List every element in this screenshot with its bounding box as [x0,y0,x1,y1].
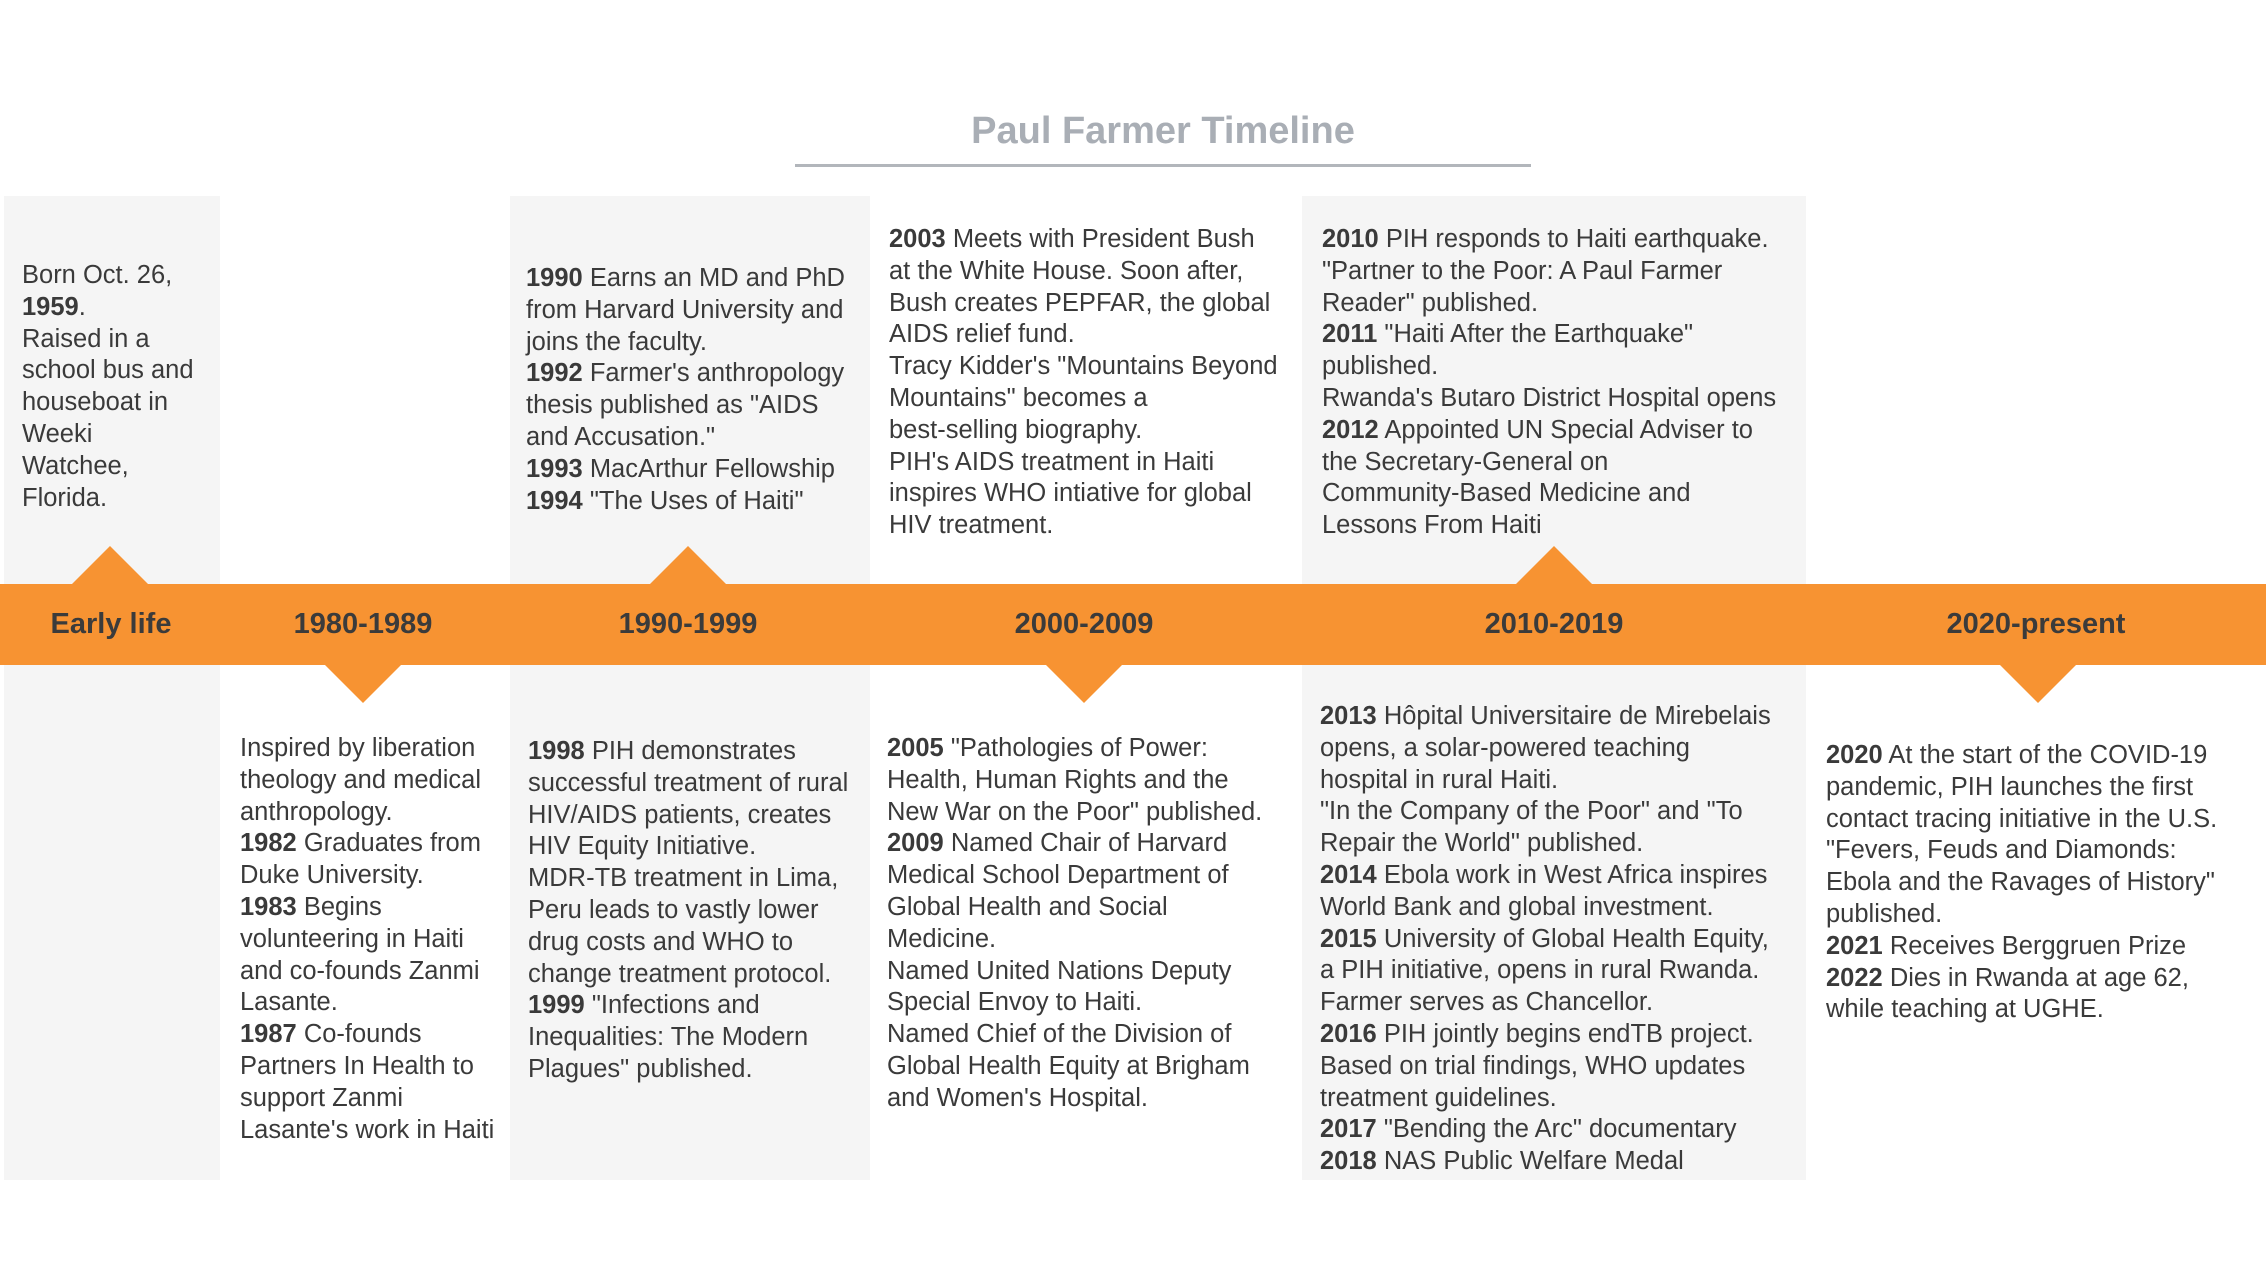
year-label: 1982 [240,829,297,858]
timeline-line: Global Health Equity at Brigham [887,1051,1250,1080]
event-text: MacArthur Fellowship [582,454,835,483]
timeline-line [1322,415,1776,447]
2000s-top-text [889,224,1278,542]
timeline-line [526,358,845,390]
timeline-line [887,733,1262,765]
timeline-line: Plagues" published. [528,1054,753,1083]
timeline-line [1320,1146,1771,1178]
timeline-line: volunteering in Haiti [240,924,464,953]
period-2000s: 2000-2009 [1014,608,1154,640]
1980s-text [240,733,494,1146]
early-life-text [22,260,194,514]
timeline-line: "In the Company of the Poor" and "To [1320,797,1743,826]
event-text: Graduates from [296,829,481,858]
year-label: 2005 [887,734,944,762]
year-label: 2018 [1320,1147,1377,1176]
timeline-line [240,1019,494,1051]
timeline-line [1322,224,1776,256]
event-text: NAS Public Welfare Medal [1376,1147,1684,1176]
timeline-line: Global Health and Social [887,892,1168,921]
timeline-line: "Partner to the Poor: A Paul Farmer [1322,256,1723,285]
timeline-line: Bush creates PEPFAR, the global [889,288,1271,317]
timeline-line: while teaching at UGHE. [1826,995,2104,1024]
timeline-line: Ebola and the Ravages of History" [1826,868,2215,897]
timeline-line: Health, Human Rights and the [887,765,1229,794]
period-2010s: 2010-2019 [1484,608,1624,640]
timeline-line: joins the faculty. [526,327,707,356]
event-text: Appointed UN Special Adviser to [1378,415,1753,444]
timeline-line: drug costs and WHO to [528,927,794,956]
2010s-top-text [1322,224,1776,542]
event-text: Earns an MD and PhD [582,264,845,292]
event-text: Co-founds [296,1020,422,1049]
event-text: Named Chair of Harvard [943,829,1228,858]
timeline-line [1320,701,1771,733]
timeline-line: Based on trial findings, WHO updates [1320,1051,1746,1080]
timeline-line [528,736,848,768]
period-1990s: 1990-1999 [618,608,758,640]
timeline-line: change treatment protocol. [528,959,832,988]
timeline-line: hospital in rural Haiti. [1320,765,1559,794]
timeline-line [1320,924,1771,956]
pointer-down-1980s [325,665,401,703]
timeline-line: the Secretary-General on [1322,447,1609,476]
timeline-line: best-selling biography. [889,415,1143,444]
event-text: At the start of the COVID-19 [1882,741,2208,769]
year-label: 1983 [240,892,297,921]
2010s-bottom-text [1320,701,1771,1178]
year-label: 2015 [1320,924,1377,953]
year-label: 2011 [1322,320,1378,349]
timeline-line: Weeki [22,419,93,448]
event-text: "Infections and [584,991,760,1020]
timeline-line [526,454,845,486]
timeline-line [1322,319,1776,351]
timeline-line [887,828,1262,860]
timeline-line: HIV treatment. [889,511,1054,540]
timeline-line [526,263,845,295]
timeline-line: Peru leads to vastly lower [528,895,819,924]
event-text: Meets with President Bush [945,225,1255,253]
timeline-line: Born Oct. 26, [22,261,173,289]
year-label: 2014 [1320,860,1377,889]
timeline-line [1826,963,2217,995]
timeline-line: Lasante. [240,988,338,1017]
event-text: Receives Berggruen Prize [1882,931,2187,960]
timeline-line [1320,1114,1771,1146]
timeline-line: and Women's Hospital. [887,1083,1148,1112]
timeline-line: Repair the World" published. [1320,829,1644,858]
1990s-top-text [526,263,845,517]
timeline-line: contact tracing initiative in the U.S. [1826,804,2218,833]
timeline-line: at the White House. Soon after, [889,256,1244,285]
timeline-line [1320,1019,1771,1051]
year-label: 2021 [1826,931,1883,960]
timeline-line: World Bank and global investment. [1320,892,1714,921]
event-text: Ebola work in West Africa inspires [1376,860,1768,889]
timeline-line [1320,860,1771,892]
pointer-down-2000s [1046,665,1122,703]
timeline-line: "Fevers, Feuds and Diamonds: [1826,836,2177,865]
pointer-up-2010s [1516,546,1592,584]
timeline-line: and co-founds Zanmi [240,956,480,985]
timeline-line: PIH's AIDS treatment in Haiti [889,447,1215,476]
timeline-line: Watchee, [22,451,129,480]
timeline-line: opens, a solar-powered teaching [1320,733,1690,762]
timeline-line: published. [1322,352,1439,381]
timeline-line: HIV Equity Initiative. [528,832,757,861]
event-text: "Pathologies of Power: [943,734,1208,762]
timeline-line: treatment guidelines. [1320,1083,1557,1112]
timeline-line: Named United Nations Deputy [887,956,1232,985]
timeline-line: thesis published as "AIDS [526,391,819,420]
timeline-line: Inequalities: The Modern [528,1023,809,1052]
timeline-line: Farmer serves as Chancellor. [1320,988,1654,1017]
timeline-line: houseboat in [22,388,169,417]
timeline-line: AIDS relief fund. [889,320,1075,349]
year-label: 1999 [528,991,585,1020]
event-text: PIH responds to Haiti earthquake. [1378,225,1769,253]
timeline-line: theology and medical [240,765,481,794]
timeline-line: New War on the Poor" published. [887,797,1263,826]
timeline-line: Tracy Kidder's "Mountains Beyond [889,352,1278,381]
event-text: Farmer's anthropology [582,359,845,388]
timeline-line: school bus and [22,356,194,385]
timeline-line: Inspired by liberation [240,734,476,762]
event-text: "Haiti After the Earthquake" [1377,320,1694,349]
timeline-line [889,224,1278,256]
timeline-line: Raised in a [22,324,150,353]
year-label: 2022 [1826,963,1883,992]
timeline-line [240,892,494,924]
event-text: Dies in Rwanda at age 62, [1882,963,2189,992]
year-label: 2016 [1320,1019,1377,1048]
period-1980s: 1980-1989 [293,608,433,640]
year-label: 2003 [889,225,946,253]
year-label: 2010 [1322,225,1379,253]
timeline-line: and Accusation." [526,422,716,451]
timeline-line [1826,931,2217,963]
timeline-line: published. [1826,899,1943,928]
year-label: 1959 [22,292,79,321]
period-present: 2020-present [1946,608,2126,640]
event-text: "The Uses of Haiti" [582,486,804,515]
event-text: "Bending the Arc" documentary [1376,1115,1737,1144]
year-label: 2012 [1322,415,1379,444]
timeline-line: from Harvard University and [526,295,844,324]
pointer-down-present [2000,665,2076,703]
year-label: 1994 [526,486,583,515]
year-label: 2017 [1320,1115,1377,1144]
timeline-line: Medicine. [887,924,997,953]
timeline-line: inspires WHO intiative for global [889,479,1252,508]
timeline-line: Duke University. [240,861,424,890]
timeline-line [240,828,494,860]
year-label: 1987 [240,1020,297,1049]
pointer-up-early-life [72,546,148,584]
timeline-line: successful treatment of rural [528,768,849,797]
timeline-line: Rwanda's Butaro District Hospital opens [1322,383,1777,412]
timeline-line: Reader" published. [1322,288,1539,317]
timeline-line: Partners In Health to [240,1051,474,1080]
timeline-line: Mountains" becomes a [889,383,1148,412]
timeline-line [526,486,845,518]
year-label: 1992 [526,359,583,388]
timeline-line [22,292,194,324]
timeline-line: support Zanmi [240,1083,403,1112]
title-underline [795,164,1531,167]
year-label: 2009 [887,829,944,858]
timeline-line: Florida. [22,483,108,512]
event-text: Hôpital Universitaire de Mirebelais [1376,702,1771,730]
event-text: Begins [296,892,382,921]
timeline-line: Named Chief of the Division of [887,1020,1232,1049]
timeline-line [1826,740,2217,772]
timeline-line: MDR-TB treatment in Lima, [528,864,839,893]
timeline-line: Community-Based Medicine and [1322,479,1691,508]
timeline-line: HIV/AIDS patients, creates [528,800,832,829]
timeline-line: Special Envoy to Haiti. [887,988,1143,1017]
1990s-bottom-text [528,736,848,1086]
timeline-line: Lasante's work in Haiti [240,1115,495,1144]
year-label: 1993 [526,454,583,483]
event-text: PIH demonstrates [584,737,796,765]
year-label: 2013 [1320,702,1377,730]
timeline-line: pandemic, PIH launches the first [1826,772,2194,801]
timeline-line: Lessons From Haiti [1322,511,1542,540]
timeline-line [528,990,848,1022]
timeline-line: a PIH initiative, opens in rural Rwanda. [1320,956,1760,985]
page-title: Paul Farmer Timeline [971,110,1355,152]
pointer-up-1990s [650,546,726,584]
2000s-bottom-text [887,733,1262,1115]
year-label: 1998 [528,737,585,765]
period-early-life: Early life [50,608,172,640]
event-text: University of Global Health Equity, [1376,924,1769,953]
timeline-line: anthropology. [240,797,393,826]
present-text [1826,740,2217,1026]
event-text: . [78,292,86,321]
year-label: 1990 [526,264,583,292]
timeline-line: Medical School Department of [887,861,1229,890]
year-label: 2020 [1826,741,1883,769]
event-text: PIH jointly begins endTB project. [1376,1019,1754,1048]
